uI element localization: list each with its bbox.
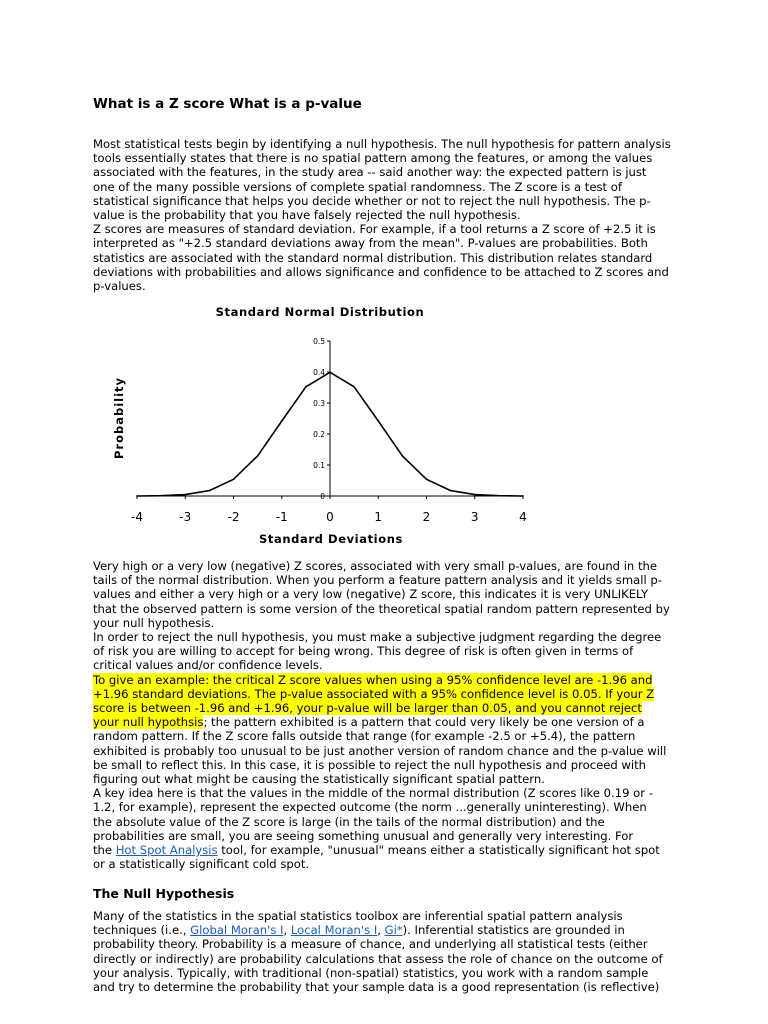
x-tick-label: 0: [326, 510, 334, 524]
text-line: critical values and/or confidence levels.: [93, 658, 323, 673]
text-line: random pattern. If the Z score falls outside that range (for example -2.5 or +5.4), the pattern: [93, 729, 636, 744]
intro-paragraph: [93, 137, 683, 293]
text-line: of risk you are willing to accept for being wrong. This degree of risk is often given in terms of: [93, 644, 634, 659]
x-tick-label: -3: [179, 510, 192, 524]
text-span: ,: [377, 923, 385, 938]
data-point: [353, 386, 355, 388]
data-point: [305, 386, 307, 388]
chart-title: Standard Normal Distribution: [215, 305, 425, 319]
x-axis-label: Standard Deviations: [259, 532, 403, 546]
data-point: [426, 478, 428, 480]
data-point: [450, 490, 452, 492]
data-point: [257, 455, 259, 457]
text-line: your null hypothesis.: [93, 615, 215, 630]
text-line: Very high or a very low (negative) Z scores, associated with very small p-values, are found in the: [93, 559, 657, 573]
data-point: [329, 372, 331, 374]
text-span: ,: [283, 923, 291, 938]
text-line: or a statistically significant cold spot.: [93, 857, 310, 872]
local-morans-i-link[interactable]: Local Moran's I: [290, 923, 378, 938]
y-tick-label: 0.4: [313, 368, 325, 377]
null-hypothesis-paragraph: [93, 909, 683, 994]
text-line: Most statistical tests begin by identifying a null hypothesis. The null hypothesis for pattern analysis: [93, 137, 671, 151]
data-point: [498, 495, 500, 497]
text-line: 1.2, for example), represent the expected outcome (the norm ...generally uninteresting). When: [93, 800, 647, 815]
y-tick-label: 0: [320, 492, 325, 501]
data-point: [402, 455, 404, 457]
x-tick-label: 1: [374, 510, 383, 524]
x-tick-label: 2: [422, 510, 431, 524]
text-line: directly or indirectly) are probability calculations that assess the role of chance on the outcome of: [93, 951, 663, 966]
data-point: [522, 495, 524, 497]
text-line: figuring out what might be causing the statistically significant spatial pattern.: [93, 772, 545, 787]
y-axis-label: Probability: [112, 376, 126, 460]
data-point: [136, 495, 138, 497]
text-line: A key idea here is that the values in the middle of the normal distribution (Z scores like 0.19 or -: [93, 786, 653, 801]
highlighted-text: To give an example: the critical Z score values when using a 95% confidence level are -1.96 and: [93, 672, 653, 687]
data-point: [184, 494, 186, 496]
highlighted-line: [93, 673, 683, 687]
body-paragraph: [93, 559, 683, 871]
y-tick-label: 0.3: [313, 399, 325, 408]
text-line: statistics are associated with the standard normal distribution. This distribution relates standard: [93, 250, 653, 265]
text-line: deviations with probabilities and allows significance and confidence to be attached to Z scores and: [93, 264, 669, 279]
data-point: [474, 494, 476, 496]
text-line: tails of the normal distribution. When you perform a feature pattern analysis and it yields small p-: [93, 573, 662, 588]
highlighted-line: [93, 701, 683, 715]
highlighted-line: [93, 687, 683, 701]
text-line: your analysis. Typically, with traditional (non-spatial) statistics, you work with a random sample: [93, 965, 649, 980]
text-line: interpreted as "+2.5 standard deviations away from the mean". P-values are probabilities. Both: [93, 236, 648, 251]
text-line: one of the many possible versions of complete spatial randomness. The Z score is a test of: [93, 179, 622, 194]
text-line: and try to determine the probability that your sample data is a good representation (is reflective): [93, 980, 660, 995]
x-tick-label: 3: [470, 510, 479, 524]
text-line: In order to reject the null hypothesis, you must make a subjective judgment regarding the degree: [93, 630, 662, 645]
data-point: [377, 420, 379, 422]
highlighted-line: [93, 715, 683, 729]
text-line: the absolute value of the Z score is large (in the tails of the normal distribution) and the: [93, 814, 605, 829]
page-title: What is a Z score What is a p-value: [93, 96, 362, 112]
y-tick-label: 0.2: [313, 430, 325, 439]
text-line: probability theory. Probability is a measure of chance, and underlying all statistical tests (either: [93, 937, 648, 952]
text-span: tool, for example, "unusual" means either a statistically significant hot spot: [217, 843, 660, 858]
y-tick-label: 0.1: [313, 461, 325, 470]
normal-distribution-chart: [0, 300, 768, 552]
text-line: [93, 923, 683, 937]
text-span: techniques (i.e.,: [93, 923, 191, 938]
text-span: ). Inferential statistics are grounded in: [402, 923, 625, 938]
data-point: [160, 495, 162, 497]
text-line: p-values.: [93, 279, 146, 294]
highlighted-text: score is between -1.96 and +1.96, your p-value will be larger than 0.05, and you cannot reject: [93, 701, 642, 716]
data-point: [209, 490, 211, 492]
x-tick-label: 4: [519, 510, 527, 524]
text-line: [93, 843, 683, 857]
text-line: that the observed pattern is some version of the theoretical spatial random pattern represented by: [93, 601, 670, 616]
text-line: Many of the statistics in the spatial statistics toolbox are inferential spatial pattern analysis: [93, 909, 623, 923]
y-tick-label: 0.5: [313, 337, 325, 346]
text-span: ; the pattern exhibited is a pattern that could very likely be one version of a: [203, 715, 645, 730]
text-line: probabilities are small, you are seeing something unusual and generally very interesting. For: [93, 828, 634, 843]
x-tick-label: -4: [131, 510, 143, 524]
highlighted-text: +1.96 standard deviations. The p-value associated with a 95% confidence level is 0.05. If your Z: [93, 686, 655, 701]
x-tick-label: -2: [227, 510, 240, 524]
text-line: tools essentially states that there is no spatial pattern among the features, or among the values: [93, 151, 653, 166]
text-span: the: [93, 843, 116, 858]
text-line: associated with the features, in the study area -- said another way: the expected pattern is just: [93, 165, 647, 180]
data-point: [281, 420, 283, 422]
text-line: be small to reflect this. In this case, it is possible to reject the null hypothesis and proceed with: [93, 757, 647, 772]
highlighted-text: your null hypothsis: [93, 715, 204, 730]
data-point: [233, 478, 235, 480]
gi-star-link[interactable]: Gi*: [384, 923, 403, 938]
text-line: statistical significance that helps you decide whether or not to reject the null hypothesis. The p-: [93, 193, 651, 208]
chart-axes: [137, 341, 523, 496]
text-line: exhibited is probably too unusual to be just another version of random chance and the p-value will: [93, 743, 667, 758]
global-morans-i-link[interactable]: Global Moran's I: [190, 923, 284, 938]
text-line: values and either a very high or a very low (negative) Z score, this indicates it is very UNLIKELY: [93, 587, 649, 602]
section-heading-null-hypothesis: The Null Hypothesis: [93, 886, 235, 901]
text-line: Z scores are measures of standard deviation. For example, if a tool returns a Z score of +2.5 it is: [93, 222, 656, 237]
text-line: value is the probability that you have falsely rejected the null hypothesis.: [93, 208, 521, 223]
x-tick-label: -1: [275, 510, 288, 524]
hot-spot-analysis-link[interactable]: Hot Spot Analysis: [115, 843, 218, 858]
